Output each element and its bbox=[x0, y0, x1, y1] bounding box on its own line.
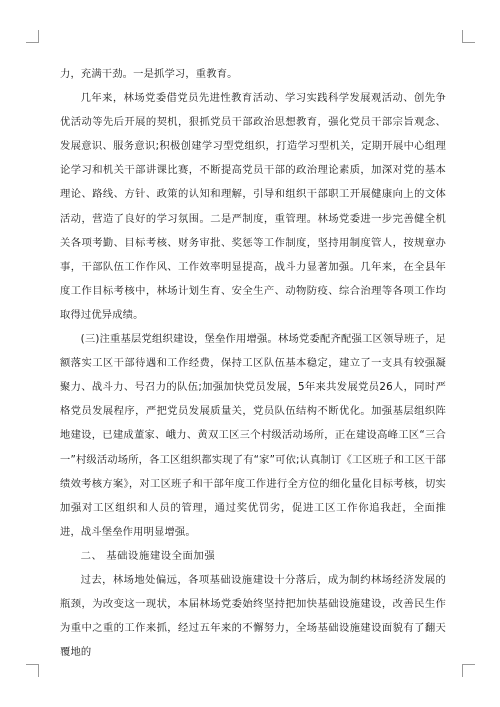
crop-mark-bottom-right bbox=[462, 664, 475, 677]
crop-mark-top-left bbox=[26, 30, 39, 43]
paragraph-study-education: 几年来，林场党委借党员先进性教育活动、学习实践科学发展观活动、创先争优活动等先后开展的契机，狠抓党员干部政治思想教育，强化党员干部宗旨观念、发展意识、服务意识;积极创建学习型党组织，打造学习型机关，定期开展中心组理论学习和机关干部讲课比赛，不断提高党员干部的政治理论素质，加深对党的基本理论、路线、方针、政策的认知和理解，引导和组织干部职工开展健康向上的文体活动，营造了良好的学习氛围。二是严制度，重管理。林场党委进一步完善健全机关各项考勤、目标考核、财务审批、奖惩等工作制度，坚持用制度管人，按规章办事，干部队伍工作作风、工作效率明显提高，战斗力显著加强。几年来，在全县年度工作目标考核中，林场计划生育、安全生产、动物防疫、综合治理等各项工作均取得过优异成绩。 bbox=[60, 92, 446, 321]
paragraph-continuation: 力，充满干劲。一是抓学习，重教育。 bbox=[60, 68, 238, 80]
crop-mark-bottom-left bbox=[26, 664, 39, 677]
paragraph-grassroots-party-building: (三)注重基层党组织建设，堡垒作用增强。林场党委配齐配强工区领导班子，足额落实工区干部待遇和工作经费，保持工区队伍基本稳定，建立了一支具有较强凝聚力、战斗力、号召力的队伍;加强加快党员发展，5年来共发展党员26人，同时严格党员发展程序，严把党员发展质量关，党员队伍结构不断优化。加强基层组织阵地建设，已建成董家、峨力、黄双工区三个村级活动场所，正在建设高峰工区“三合一”村级活动场所，各工区组织都实现了有“家”可依;认真制订《工区班子和工区干部绩效考核方案》，对工区班子和干部年度工作进行全方位的细化量化目标考核，切实加强对工区组织和人员的管理，通过奖优罚劣，促进工区工作你追我赶，全面推进，战斗堡垒作用明显增强。 bbox=[60, 333, 446, 538]
paragraph-infrastructure: 过去，林场地处偏远，各项基础设施建设十分落后，成为制约林场经济发展的瓶颈，为改变这一现状，本届林场党委始终坚持把加快基础设施建设，改善民生作为重中之重的工作来抓，经过五年来的不懈努力，全场基础设施建设面貌有了翻天覆地的 bbox=[60, 573, 446, 659]
crop-mark-top-right bbox=[462, 30, 475, 43]
document-body bbox=[60, 62, 446, 664]
section-heading-infrastructure: 二、 基础设施建设全面加强 bbox=[80, 549, 216, 562]
